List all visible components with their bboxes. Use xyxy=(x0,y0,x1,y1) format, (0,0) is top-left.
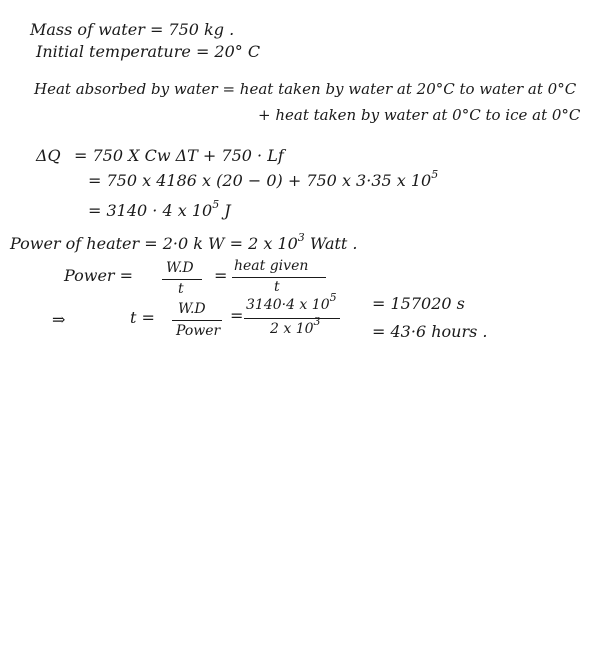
delta-q-equation-2 xyxy=(88,168,439,190)
wd-numerator-text: W.D xyxy=(166,260,194,276)
t-equals xyxy=(130,310,155,326)
power-denominator-text: Power xyxy=(176,323,221,339)
heat-given-numerator-text: heat given xyxy=(234,258,309,274)
delta-q-equation-1-text: = 750 X Cw ΔT + 750 · Lf xyxy=(74,146,284,165)
implies-arrow xyxy=(52,312,65,328)
calc-numerator-exponent: 5 xyxy=(329,291,337,304)
fraction-bar-wd-power xyxy=(172,320,222,321)
delta-q-equation-3-text: = 3140 · 4 x 10 xyxy=(88,201,213,220)
heat-continued-text: + heat taken by water at 0°C to ice at 0°C xyxy=(258,106,581,124)
power-of-heater-exponent: 3 xyxy=(297,231,305,244)
delta-q-symbol: ΔQ xyxy=(36,146,61,165)
wd-numerator xyxy=(166,261,194,275)
fraction-bar-wd-t xyxy=(162,279,202,280)
equals-sign-1 xyxy=(214,268,227,284)
result-hours-text: = 43·6 hours . xyxy=(372,322,488,341)
power-of-heater-line xyxy=(10,231,358,253)
joule-unit: J xyxy=(224,201,231,220)
equals-sign-2 xyxy=(230,308,243,324)
power-label xyxy=(64,268,133,284)
implies-arrow-text: ⇒ xyxy=(52,310,66,329)
fraction-bar-calc xyxy=(244,318,340,319)
delta-q-equation-1 xyxy=(74,148,284,164)
calc-numerator xyxy=(246,291,337,313)
calc-numerator-text: 3140·4 x 10 xyxy=(246,297,330,313)
initial-temperature-text: Initial temperature = 20° C xyxy=(36,42,261,61)
initial-temperature-line xyxy=(36,44,260,60)
t-denominator-2-text: t xyxy=(274,279,280,295)
delta-q-label xyxy=(36,148,61,164)
delta-q-equation-2-text: = 750 x 4186 x (20 − 0) + 750 x 3·35 x 10 xyxy=(88,171,432,190)
wd-numerator-2-text: W.D xyxy=(178,301,206,317)
watt-unit: Watt . xyxy=(309,234,358,253)
delta-q-equation-3 xyxy=(88,198,231,220)
power-denominator xyxy=(176,324,220,338)
delta-q-equation-2-exponent: 5 xyxy=(431,168,439,181)
wd-numerator-2 xyxy=(178,302,206,316)
result-hours xyxy=(372,324,487,340)
mass-of-water-text: Mass of water = 750 kg . xyxy=(30,20,235,39)
heat-absorbed-text: Heat absorbed by water = heat taken by water at 20°C to water at 0°C xyxy=(34,80,577,98)
fraction-bar-heat-t xyxy=(232,277,326,278)
calc-denominator-exponent: 3 xyxy=(313,315,321,328)
equals-sign-1-text: = xyxy=(214,266,228,285)
t-denominator xyxy=(178,282,184,296)
mass-of-water-line xyxy=(30,22,234,38)
equals-sign-2-text: = xyxy=(230,306,244,325)
result-seconds xyxy=(372,296,465,312)
power-label-text: Power = xyxy=(64,266,134,285)
calc-denominator xyxy=(270,315,321,337)
power-of-heater-text: Power of heater = 2·0 k W = 2 x 10 xyxy=(10,234,298,253)
heat-absorbed-line xyxy=(34,82,576,97)
calc-denominator-text: 2 x 10 xyxy=(270,321,314,337)
t-denominator-text: t xyxy=(178,281,184,297)
result-seconds-text: = 157020 s xyxy=(372,294,465,313)
heat-given-numerator xyxy=(234,259,308,273)
delta-q-equation-3-exponent: 5 xyxy=(212,198,220,211)
t-denominator-2 xyxy=(274,280,280,294)
t-equals-text: t = xyxy=(130,308,155,327)
heat-continued-line xyxy=(258,108,580,123)
